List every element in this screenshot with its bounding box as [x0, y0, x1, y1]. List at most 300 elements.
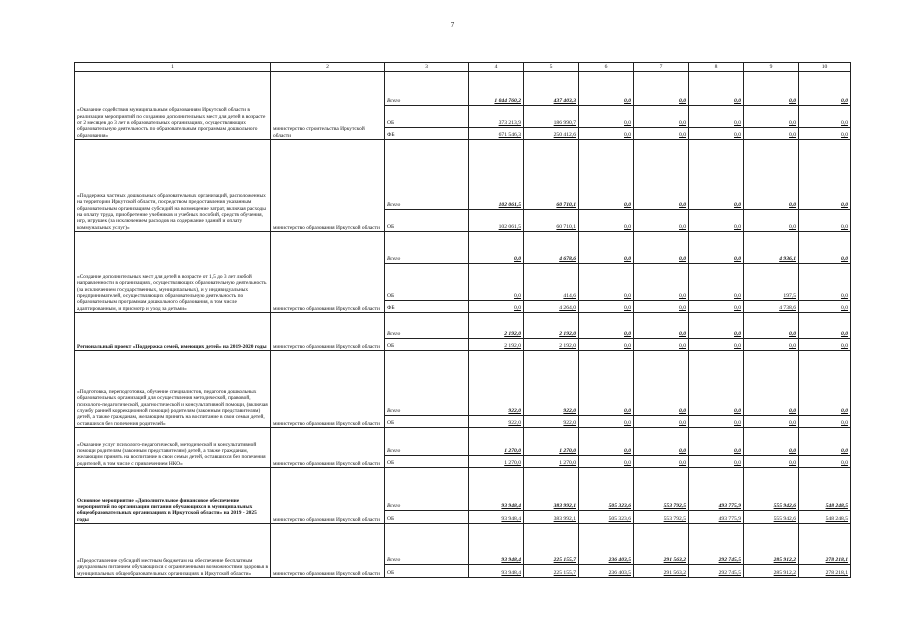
amount-value: 93 948,4	[501, 503, 521, 510]
column-number-6: 6	[579, 63, 634, 72]
table-row	[75, 351, 851, 416]
amount-value: 0,0	[734, 120, 741, 127]
amount-value: 2 192,0	[504, 343, 521, 350]
amount-cell	[744, 72, 799, 106]
amount-cell	[524, 140, 579, 210]
amount-value: 0,0	[679, 305, 686, 312]
column-number-2: 2	[271, 63, 385, 72]
amount-value: 0,0	[734, 343, 741, 350]
amount-cell	[799, 313, 851, 339]
amount-value: 0,0	[679, 420, 686, 427]
amount-cell	[744, 301, 799, 313]
amount-value: 285 912,2	[773, 570, 796, 577]
column-number-3: 3	[385, 63, 469, 72]
amount-cell	[469, 106, 524, 128]
amount-value: 0,0	[789, 132, 796, 139]
amount-cell	[469, 72, 524, 106]
column-number-8: 8	[689, 63, 744, 72]
amount-cell	[579, 264, 634, 301]
amount-cell	[524, 72, 579, 106]
funding-source: Всего	[385, 351, 469, 416]
amount-cell	[744, 339, 799, 351]
amount-cell	[744, 416, 799, 428]
amount-cell	[579, 428, 634, 456]
amount-value: 0,0	[789, 202, 796, 209]
table-row	[75, 313, 851, 339]
amount-value: 548 248,5	[825, 516, 848, 523]
amount-cell	[634, 339, 689, 351]
amount-value: 0,0	[789, 408, 796, 415]
amount-cell	[469, 140, 524, 210]
amount-value: 292 745,5	[718, 557, 741, 564]
amount-value: 0,0	[624, 120, 631, 127]
amount-cell	[524, 106, 579, 128]
funding-source: ОБ	[385, 511, 469, 524]
amount-value: 0,0	[679, 224, 686, 231]
amount-value: 0,0	[734, 420, 741, 427]
amount-value: 922,0	[563, 408, 576, 415]
amount-cell	[689, 140, 744, 210]
amount-cell	[524, 351, 579, 416]
amount-cell	[689, 72, 744, 106]
amount-cell	[579, 351, 634, 416]
amount-cell	[634, 72, 689, 106]
amount-cell	[799, 524, 851, 565]
amount-cell	[689, 416, 744, 428]
amount-value: 0,0	[624, 132, 631, 139]
measure-description: Основное мероприятие «Дополнительное финансовое обеспечение мероприятий по организации питания обучающихся в муниципальных общеобразовательных организациях в Иркутской области» на 2019 - 2025 годы	[75, 468, 271, 524]
amount-cell	[524, 416, 579, 428]
measure-description: Региональный проект «Поддержка семей, имеющих детей» на 2019-2020 годы	[75, 313, 271, 351]
amount-value: 0,0	[841, 132, 848, 139]
amount-value: 0,0	[624, 98, 631, 105]
amount-value: 0,0	[789, 331, 796, 338]
column-number-7: 7	[634, 63, 689, 72]
amount-cell	[469, 416, 524, 428]
amount-cell	[579, 232, 634, 264]
amount-cell	[634, 428, 689, 456]
amount-value: 0,0	[734, 408, 741, 415]
amount-cell	[469, 128, 524, 140]
amount-value: 278 218,1	[825, 557, 848, 564]
amount-value: 555 942,6	[773, 516, 796, 523]
amount-cell	[579, 140, 634, 210]
amount-cell	[799, 428, 851, 456]
amount-value: 0,0	[624, 420, 631, 427]
amount-cell	[689, 264, 744, 301]
amount-cell	[469, 339, 524, 351]
amount-cell	[579, 313, 634, 339]
amount-value: 0,0	[624, 305, 631, 312]
amount-cell	[634, 351, 689, 416]
amount-cell	[689, 313, 744, 339]
amount-cell	[689, 106, 744, 128]
amount-cell	[524, 301, 579, 313]
funding-source: Всего	[385, 140, 469, 210]
amount-cell	[744, 511, 799, 524]
amount-value: 236 403,5	[608, 570, 631, 577]
amount-cell	[579, 565, 634, 578]
funding-source: Всего	[385, 524, 469, 565]
amount-value: 0,0	[734, 256, 741, 263]
funding-source: ОБ	[385, 565, 469, 578]
amount-value: 0,0	[624, 202, 631, 209]
amount-value: 0,0	[624, 448, 631, 455]
amount-cell	[744, 106, 799, 128]
amount-value: 0,0	[624, 224, 631, 231]
amount-value: 437 403,3	[553, 98, 576, 105]
amount-cell	[689, 232, 744, 264]
responsible-executor: министерство образования Иркутской области	[271, 232, 385, 313]
amount-value: 493 775,9	[718, 503, 741, 510]
amount-value: 0,0	[734, 132, 741, 139]
funding-source: ОБ	[385, 264, 469, 301]
amount-value: 414,6	[563, 293, 576, 300]
amount-value: 0,0	[679, 202, 686, 209]
amount-value: 291 563,2	[663, 557, 686, 564]
amount-value: 0,0	[514, 293, 521, 300]
amount-value: 2 192,0	[559, 331, 576, 338]
amount-cell	[799, 140, 851, 210]
funding-source: Всего	[385, 72, 469, 106]
amount-cell	[524, 128, 579, 140]
amount-value: 383 992,1	[553, 503, 576, 510]
amount-cell	[689, 210, 744, 232]
column-number-4: 4	[469, 63, 524, 72]
amount-value: 225 155,7	[553, 570, 576, 577]
amount-value: 0,0	[734, 460, 741, 467]
amount-cell	[689, 511, 744, 524]
table-row	[75, 232, 851, 264]
column-number-5: 5	[524, 63, 579, 72]
amount-cell	[744, 313, 799, 339]
amount-cell	[579, 416, 634, 428]
amount-value: 553 792,5	[663, 503, 686, 510]
amount-value: 505 323,6	[608, 503, 631, 510]
table-row	[75, 72, 851, 106]
amount-value: 0,0	[789, 343, 796, 350]
amount-cell	[689, 565, 744, 578]
table-body	[75, 72, 851, 578]
amount-cell	[469, 232, 524, 264]
funding-source: ОБ	[385, 416, 469, 428]
amount-cell	[579, 210, 634, 232]
amount-cell	[799, 339, 851, 351]
amount-value: 60 710,1	[556, 202, 576, 209]
amount-cell	[634, 565, 689, 578]
amount-cell	[744, 456, 799, 468]
funding-source: Всего	[385, 313, 469, 339]
amount-value: 0,0	[514, 305, 521, 312]
amount-cell	[469, 511, 524, 524]
amount-cell	[524, 428, 579, 456]
funding-source: Всего	[385, 428, 469, 456]
amount-value: 0,0	[679, 120, 686, 127]
amount-value: 93 948,4	[501, 570, 521, 577]
amount-value: 0,0	[514, 256, 521, 263]
table-row	[75, 428, 851, 456]
amount-value: 0,0	[679, 256, 686, 263]
amount-cell	[689, 339, 744, 351]
amount-cell	[799, 565, 851, 578]
funding-source: ФБ	[385, 301, 469, 313]
amount-cell	[634, 511, 689, 524]
amount-cell	[469, 313, 524, 339]
amount-cell	[579, 339, 634, 351]
amount-cell	[744, 468, 799, 511]
amount-cell	[524, 524, 579, 565]
amount-cell	[799, 511, 851, 524]
amount-value: 1 270,0	[559, 460, 576, 467]
amount-value: 0,0	[841, 408, 848, 415]
amount-cell	[689, 524, 744, 565]
amount-value: 102 061,5	[498, 224, 521, 231]
amount-cell	[634, 128, 689, 140]
amount-cell	[579, 468, 634, 511]
funding-source: ОБ	[385, 456, 469, 468]
amount-value: 383 992,1	[553, 516, 576, 523]
amount-cell	[524, 339, 579, 351]
amount-value: 0,0	[841, 224, 848, 231]
amount-value: 0,0	[841, 448, 848, 455]
amount-value: 0,0	[789, 460, 796, 467]
amount-value: 0,0	[679, 98, 686, 105]
amount-cell	[689, 301, 744, 313]
amount-cell	[469, 301, 524, 313]
amount-cell	[469, 264, 524, 301]
amount-value: 0,0	[624, 343, 631, 350]
amount-value: 0,0	[734, 305, 741, 312]
amount-cell	[744, 351, 799, 416]
amount-cell	[524, 468, 579, 511]
amount-value: 0,0	[841, 120, 848, 127]
amount-value: 186 990,7	[553, 120, 576, 127]
responsible-executor: министерство образования Иркутской области	[271, 428, 385, 468]
column-number-9: 9	[744, 63, 799, 72]
amount-cell	[469, 468, 524, 511]
funding-source: ОБ	[385, 339, 469, 351]
amount-cell	[579, 511, 634, 524]
responsible-executor: министерство строительства Иркутской области	[271, 72, 385, 140]
amount-cell	[689, 128, 744, 140]
amount-value: 4 678,6	[559, 256, 576, 263]
amount-cell	[799, 232, 851, 264]
amount-cell	[469, 210, 524, 232]
amount-cell	[469, 524, 524, 565]
amount-value: 922,0	[563, 420, 576, 427]
amount-cell	[469, 565, 524, 578]
amount-cell	[579, 128, 634, 140]
amount-value: 292 745,5	[718, 570, 741, 577]
amount-cell	[799, 456, 851, 468]
amount-cell	[579, 524, 634, 565]
amount-cell	[799, 468, 851, 511]
amount-value: 0,0	[734, 293, 741, 300]
amount-cell	[634, 264, 689, 301]
amount-cell	[744, 232, 799, 264]
amount-cell	[744, 428, 799, 456]
responsible-executor: министерство образования Иркутской области	[271, 524, 385, 578]
amount-cell	[469, 351, 524, 416]
amount-value: 60 710,1	[556, 224, 576, 231]
amount-value: 0,0	[841, 460, 848, 467]
amount-cell	[744, 140, 799, 210]
amount-value: 0,0	[789, 98, 796, 105]
amount-value: 922,0	[508, 420, 521, 427]
amount-value: 2 192,0	[504, 331, 521, 338]
amount-cell	[799, 210, 851, 232]
responsible-executor: министерство образования Иркутской области	[271, 468, 385, 524]
amount-cell	[524, 232, 579, 264]
amount-cell	[634, 301, 689, 313]
amount-value: 922,0	[508, 408, 521, 415]
amount-value: 0,0	[734, 98, 741, 105]
amount-value: 0,0	[679, 331, 686, 338]
column-number-1: 1	[75, 63, 271, 72]
table-row	[75, 140, 851, 210]
amount-cell	[524, 565, 579, 578]
amount-value: 0,0	[734, 224, 741, 231]
amount-cell	[634, 232, 689, 264]
amount-value: 2 192,0	[559, 343, 576, 350]
amount-value: 278 218,1	[825, 570, 848, 577]
amount-value: 0,0	[624, 293, 631, 300]
measure-description: «Оказание услуг психолого-педагогической, методической и консультативной помощи родителям (законным представителям) детей, а также гражданам, желающим принять на воспитание в свои семьи детей, оставшихся без попечения родителей, в том числе с привлечением НКО»	[75, 428, 271, 468]
amount-cell	[799, 301, 851, 313]
amount-value: 1 270,0	[559, 448, 576, 455]
amount-cell	[744, 524, 799, 565]
amount-value: 0,0	[734, 202, 741, 209]
amount-cell	[634, 313, 689, 339]
amount-cell	[634, 468, 689, 511]
amount-cell	[744, 565, 799, 578]
amount-value: 102 061,5	[498, 202, 521, 209]
amount-cell	[799, 128, 851, 140]
measure-description: «Подготовка, переподготовка, обучение специалистов, педагогов дошкольных образовательных организаций для осуществления методической, правовой, психолого-педагогической, диагностической и консультативной помощи, (включая службу ранней коррекционной помощи) родителям (законным представителям) детей, а также гражданам, желающим принять на воспитание в свои семьи детей, оставшихся без попечения родителей»	[75, 351, 271, 428]
amount-value: 250 412,6	[553, 132, 576, 139]
amount-value: 285 912,2	[773, 557, 796, 564]
amount-value: 671 546,3	[498, 132, 521, 139]
amount-value: 93 948,4	[501, 557, 521, 564]
budget-table	[74, 62, 851, 578]
amount-value: 0,0	[679, 293, 686, 300]
page-number: 7	[450, 21, 455, 29]
amount-value: 0,0	[624, 408, 631, 415]
amount-cell	[799, 264, 851, 301]
amount-value: 0,0	[841, 420, 848, 427]
amount-value: 0,0	[841, 256, 848, 263]
amount-cell	[524, 313, 579, 339]
amount-value: 93 948,4	[501, 516, 521, 523]
amount-value: 0,0	[679, 448, 686, 455]
amount-value: 0,0	[841, 202, 848, 209]
funding-source: ФБ	[385, 128, 469, 140]
amount-value: 548 248,5	[825, 503, 848, 510]
funding-source: ОБ	[385, 210, 469, 232]
amount-cell	[579, 456, 634, 468]
amount-value: 0,0	[841, 293, 848, 300]
amount-value: 0,0	[841, 331, 848, 338]
amount-cell	[469, 456, 524, 468]
amount-value: 236 403,5	[608, 557, 631, 564]
amount-value: 0,0	[841, 343, 848, 350]
amount-cell	[634, 140, 689, 210]
amount-cell	[634, 456, 689, 468]
amount-cell	[524, 264, 579, 301]
amount-value: 0,0	[789, 120, 796, 127]
amount-value: 505 323,6	[608, 516, 631, 523]
amount-cell	[799, 106, 851, 128]
amount-cell	[689, 351, 744, 416]
amount-value: 0,0	[624, 256, 631, 263]
amount-value: 4 738,6	[779, 305, 796, 312]
amount-value: 225 155,7	[553, 557, 576, 564]
amount-value: 0,0	[734, 448, 741, 455]
amount-cell	[469, 428, 524, 456]
amount-cell	[524, 511, 579, 524]
funding-source: Всего	[385, 232, 469, 264]
amount-value: 0,0	[679, 408, 686, 415]
amount-cell	[524, 456, 579, 468]
amount-value: 1 270,0	[504, 460, 521, 467]
responsible-executor: министерство образования Иркутской области	[271, 313, 385, 351]
amount-value: 0,0	[679, 343, 686, 350]
amount-value: 0,0	[624, 460, 631, 467]
amount-cell	[634, 524, 689, 565]
amount-value: 0,0	[679, 460, 686, 467]
amount-value: 0,0	[841, 305, 848, 312]
amount-cell	[634, 210, 689, 232]
amount-cell	[689, 428, 744, 456]
amount-value: 4 936,1	[779, 256, 796, 263]
amount-value: 0,0	[789, 420, 796, 427]
amount-cell	[579, 72, 634, 106]
funding-source: Всего	[385, 468, 469, 511]
amount-value: 553 792,5	[663, 516, 686, 523]
measure-description: «Оказание содействия муниципальным образованиям Иркутской области в реализации мероприятий по созданию дополнительных мест для детей в возрасте от 2 месяцев до 3 лет в образовательных организациях, осуществляющих образовательную деятельность по образовательным программам дошкольного образования»	[75, 72, 271, 140]
responsible-executor: министерство образования Иркутской области	[271, 140, 385, 232]
amount-value: 0,0	[789, 224, 796, 231]
amount-value: 0,0	[734, 331, 741, 338]
amount-cell	[799, 351, 851, 416]
funding-source: ОБ	[385, 106, 469, 128]
amount-cell	[744, 128, 799, 140]
amount-value: 373 213,9	[498, 120, 521, 127]
amount-cell	[799, 72, 851, 106]
amount-cell	[744, 264, 799, 301]
amount-cell	[744, 210, 799, 232]
column-number-row	[75, 63, 851, 72]
amount-cell	[579, 301, 634, 313]
amount-value: 1 270,0	[504, 448, 521, 455]
responsible-executor: министерство образования Иркутской области	[271, 351, 385, 428]
amount-value: 493 775,9	[718, 516, 741, 523]
amount-cell	[524, 210, 579, 232]
amount-value: 0,0	[841, 98, 848, 105]
amount-value: 197,5	[783, 293, 796, 300]
amount-value: 0,0	[789, 448, 796, 455]
amount-cell	[689, 468, 744, 511]
amount-cell	[634, 416, 689, 428]
amount-cell	[634, 106, 689, 128]
measure-description: «Предоставление субсидий местным бюджетам на обеспечение бесплатным двухразовым питанием обучающихся с ограниченными возможностями здоровья в муниципальных общеобразовательных организациях в Иркутской области»	[75, 524, 271, 578]
amount-value: 0,0	[624, 331, 631, 338]
amount-value: 4 264,0	[559, 305, 576, 312]
amount-cell	[579, 106, 634, 128]
table-row	[75, 524, 851, 565]
amount-cell	[689, 456, 744, 468]
amount-value: 0,0	[679, 132, 686, 139]
